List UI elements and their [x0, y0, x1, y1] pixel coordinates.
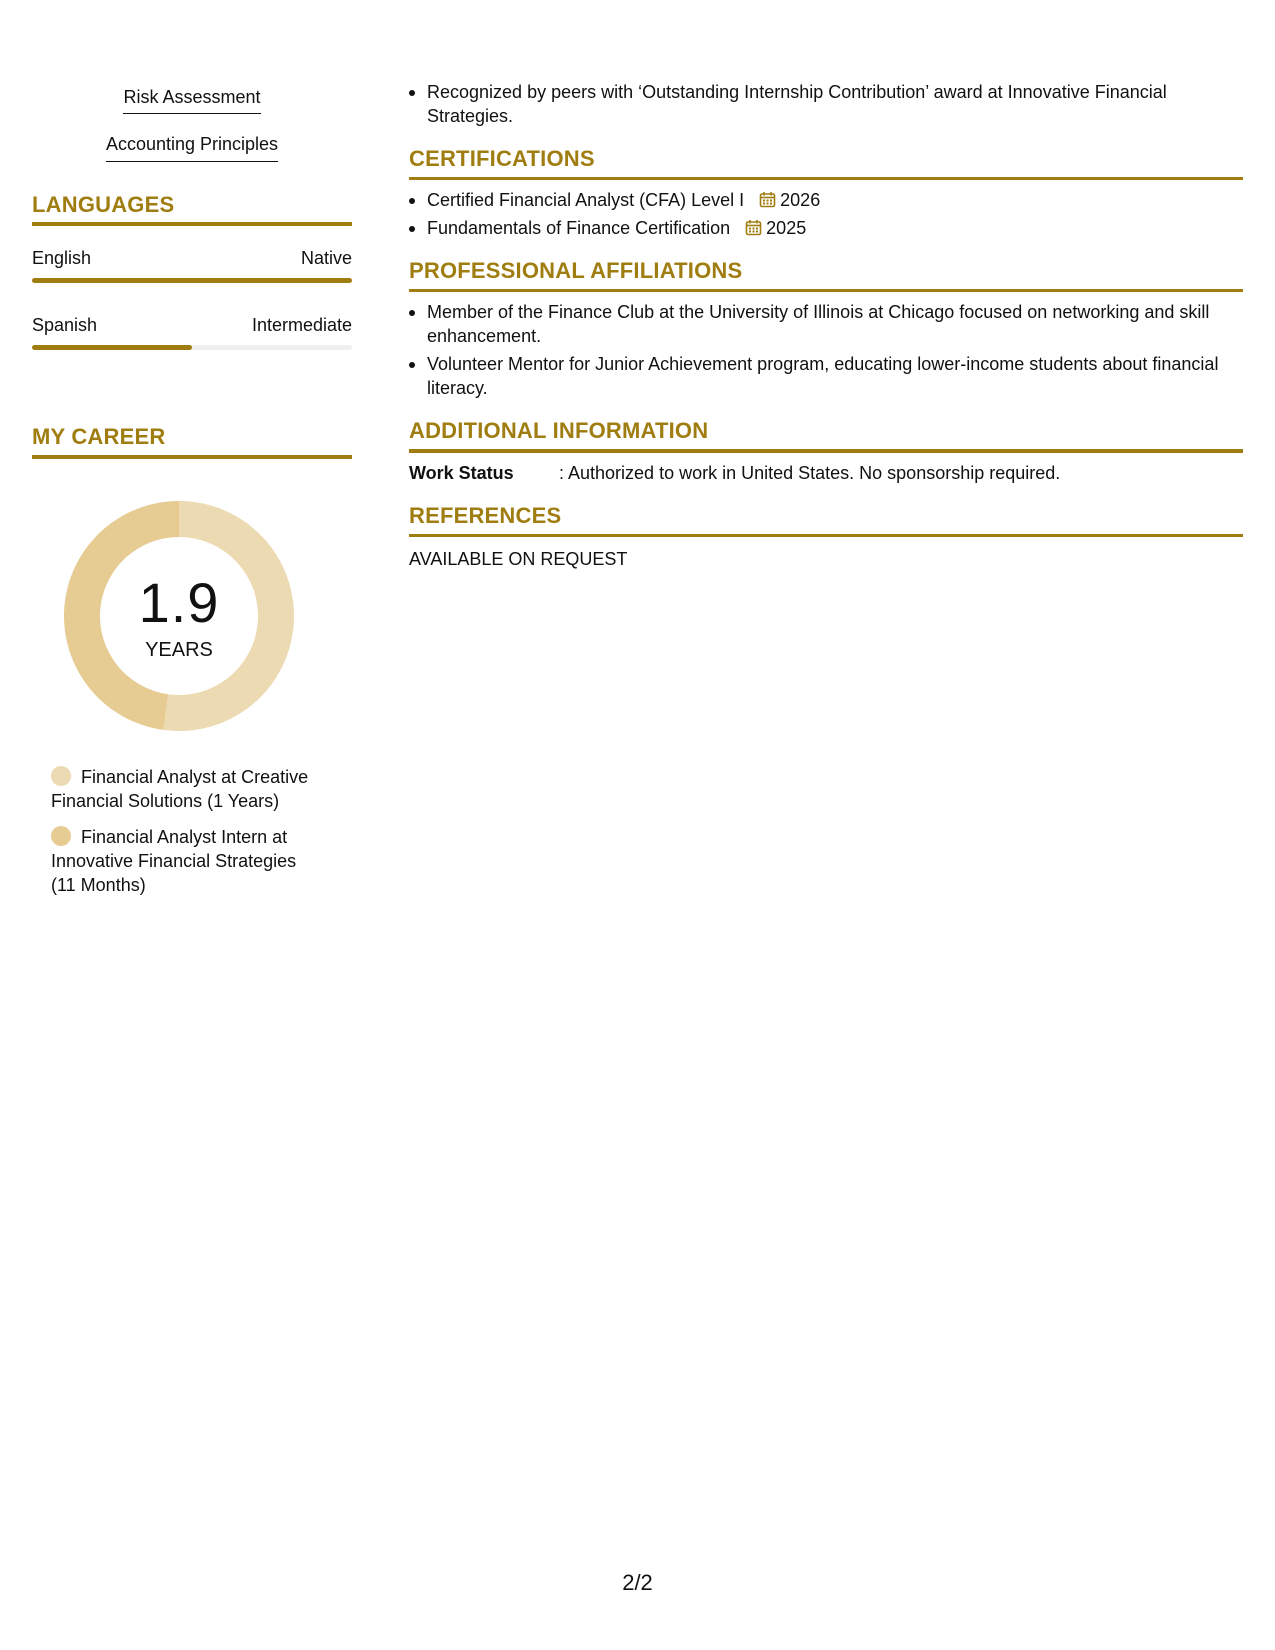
career-unit: YEARS: [145, 638, 213, 661]
certifications-list: [409, 188, 1243, 240]
references-title: REFERENCES: [409, 502, 562, 528]
career-legend: [32, 765, 322, 897]
donut-center: [64, 570, 294, 664]
career-section: [32, 422, 352, 896]
affiliations-list: [409, 300, 1243, 400]
additional-info-title: ADDITIONAL INFORMATION: [409, 418, 709, 444]
career-total: 1.9: [138, 570, 220, 634]
skill-label: Accounting Principles: [106, 132, 278, 161]
section-divider: [409, 449, 1243, 453]
language-proficiency-fill: [32, 345, 192, 350]
legend-swatch: [51, 826, 71, 846]
skill-item: [32, 85, 352, 114]
calendar-icon: [745, 219, 762, 236]
section-divider: [32, 222, 352, 226]
legend-label: Financial Analyst Intern at Innovative Financial Strategies (11 Months): [51, 826, 297, 895]
left-column: [32, 85, 352, 909]
work-status-value: : Authorized to work in United States. No sponsorship required.: [559, 462, 1061, 483]
skill-item: [32, 132, 352, 161]
section-divider: [409, 289, 1243, 293]
career-donut-chart: [64, 501, 294, 731]
page-number: 2/2: [622, 1570, 653, 1595]
language-name: English: [32, 247, 92, 268]
achievements-list: [409, 80, 1243, 128]
affiliations-title: PROFESSIONAL AFFILIATIONS: [409, 258, 743, 284]
legend-label: Financial Analyst at Creative Financial Solutions (1 Years): [51, 766, 309, 811]
certification-item: [409, 216, 1243, 240]
calendar-icon: [759, 191, 776, 208]
certification-name: Certified Financial Analyst (CFA) Level I: [427, 190, 745, 211]
work-status-row: [409, 461, 1243, 485]
languages-section: [32, 190, 352, 351]
language-level: Intermediate: [251, 315, 352, 336]
skill-label: Risk Assessment: [123, 85, 260, 114]
work-status-label: Work Status: [409, 462, 514, 483]
additional-info-section: [409, 416, 1243, 484]
right-column: [409, 80, 1243, 571]
certification-item: [409, 188, 1243, 212]
legend-item: [51, 825, 322, 897]
affiliation-item: Volunteer Mentor for Junior Achievement program, educating lower-income students about financial literacy.: [409, 352, 1243, 400]
affiliation-item: Member of the Finance Club at the University of Illinois at Chicago focused on networking and skill enhancement.: [409, 300, 1243, 348]
certification-year: 2025: [766, 218, 807, 239]
references-text: AVAILABLE ON REQUEST: [409, 549, 628, 570]
language-proficiency-bar: [32, 278, 352, 283]
certification-name: Fundamentals of Finance Certification: [427, 218, 731, 239]
certifications-title: CERTIFICATIONS: [409, 146, 595, 171]
references-section: [409, 501, 1243, 571]
section-divider: [409, 534, 1243, 538]
achievement-item: Recognized by peers with ‘Outstanding Internship Contribution’ award at Innovative Financial Strategies.: [409, 80, 1243, 128]
legend-swatch: [51, 766, 71, 786]
language-item: [32, 246, 352, 283]
languages-title: LANGUAGES: [32, 191, 175, 217]
section-divider: [32, 455, 352, 459]
language-proficiency-fill: [32, 278, 352, 283]
section-divider: [409, 177, 1243, 181]
certifications-section: [409, 144, 1243, 240]
affiliations-section: [409, 256, 1243, 400]
language-name: Spanish: [32, 315, 98, 336]
language-item: [32, 313, 352, 350]
career-title: MY CAREER: [32, 424, 166, 450]
certification-year: 2026: [780, 190, 821, 211]
legend-item: [51, 765, 322, 813]
language-level: Native: [300, 247, 352, 268]
language-proficiency-bar: [32, 345, 352, 350]
